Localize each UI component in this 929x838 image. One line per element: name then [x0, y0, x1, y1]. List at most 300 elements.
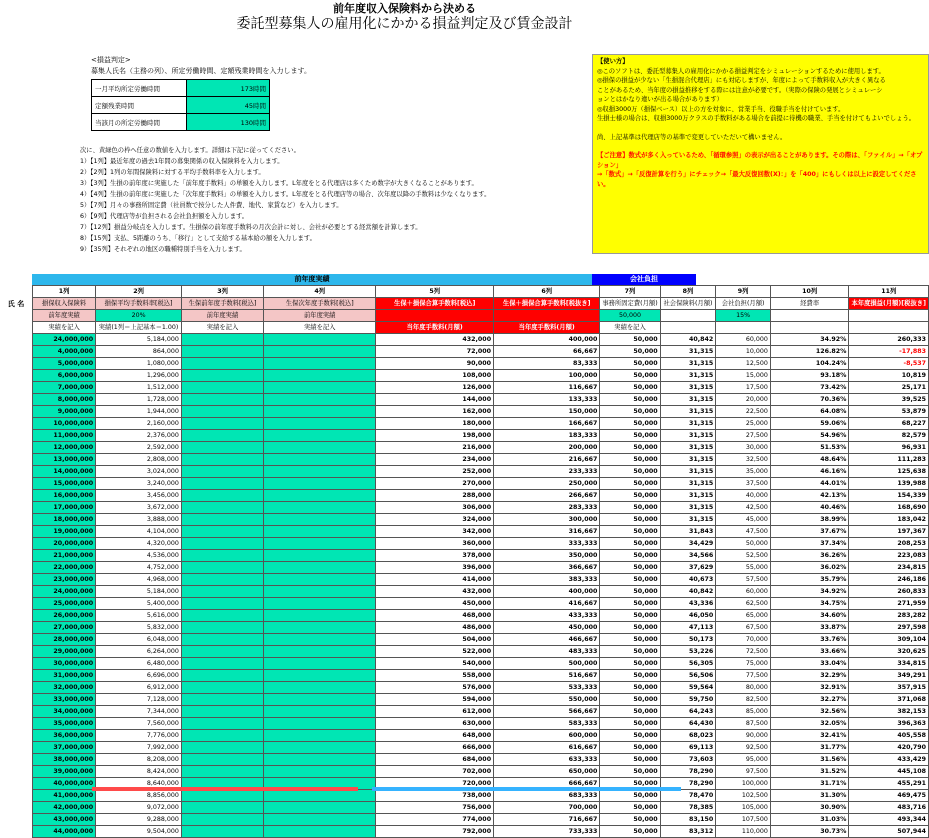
table-row-cell: 150,000	[494, 406, 600, 418]
table-row-cell[interactable]	[264, 718, 376, 730]
table-row-cell: 4,968,000	[96, 574, 182, 586]
table-row-cell: 50,000	[600, 538, 660, 550]
table-row-cell: 33.04%	[770, 658, 849, 670]
table-row-cell[interactable]: 13,000,000	[33, 454, 96, 466]
table-row	[33, 718, 929, 730]
table-row-cell: 4,752,000	[96, 562, 182, 574]
table-row-cell[interactable]	[264, 610, 376, 622]
column-subheader-row-cell	[770, 310, 849, 322]
table-row-cell: 50,000	[600, 742, 660, 754]
table-row-cell[interactable]: 44,000,000	[33, 826, 96, 838]
table-row-cell[interactable]: 19,000,000	[33, 526, 96, 538]
table-row-cell: 68,227	[849, 418, 929, 430]
instructions-list	[80, 145, 580, 255]
table-row-cell[interactable]	[181, 358, 263, 370]
table-row-cell[interactable]	[181, 406, 263, 418]
settings-row	[92, 80, 270, 97]
table-row-cell[interactable]: 20,000,000	[33, 538, 96, 550]
table-row-cell: 516,667	[494, 670, 600, 682]
table-row-cell: 50,000	[600, 598, 660, 610]
table-row	[33, 382, 929, 394]
table-row-cell: 297,598	[849, 622, 929, 634]
table-row-cell: 396,000	[376, 562, 494, 574]
table-row-cell[interactable]	[264, 586, 376, 598]
column-header-row-cell: 経費率	[770, 298, 849, 310]
table-row-cell: 533,333	[494, 682, 600, 694]
table-row-cell[interactable]	[264, 622, 376, 634]
table-row-cell: 5,184,000	[96, 334, 182, 346]
table-row-cell: 56,305	[660, 658, 716, 670]
instruction-line: 次に、黄緑色の枠へ任意の数値を入力します。詳細は下記に従ってください。	[80, 147, 300, 154]
table-row-cell[interactable]: 41,000,000	[33, 790, 96, 802]
column-number-row-cell: 5列	[376, 286, 494, 298]
table-row-cell: 50,000	[600, 454, 660, 466]
table-row-cell: 32.05%	[770, 718, 849, 730]
table-row-cell: 183,042	[849, 514, 929, 526]
table-row-cell: 31,315	[660, 478, 716, 490]
table-row-cell: -8,537	[849, 358, 929, 370]
table-row-cell[interactable]: 14,000,000	[33, 466, 96, 478]
instruction-line: 4）【4列】生損の前年度に実施した「次年度手数料」の単額を入力します。L年度をとる代理店等の場合、次年度以降の手数料は少なくなります。	[80, 191, 491, 198]
table-row-cell: 540,000	[376, 658, 494, 670]
table-row-cell[interactable]	[181, 742, 263, 754]
table-row-cell: 3,672,000	[96, 502, 182, 514]
column-number-row-cell: 11列	[849, 286, 929, 298]
table-row-cell: 5,400,000	[96, 598, 182, 610]
table-row-cell: 432,000	[376, 586, 494, 598]
table-row-cell[interactable]	[181, 454, 263, 466]
table-row-cell[interactable]	[181, 646, 263, 658]
table-row-cell: 683,333	[494, 790, 600, 802]
table-row-cell[interactable]	[181, 706, 263, 718]
table-row-cell: 9,072,000	[96, 802, 182, 814]
table-row-cell[interactable]	[264, 730, 376, 742]
table-row-cell: 25,000	[716, 418, 771, 430]
table-row-cell: 1,296,000	[96, 370, 182, 382]
table-row-cell[interactable]	[264, 574, 376, 586]
settings-note: 募集人氏名（主務の列）、所定労働時間、定額残業時間を入力します。	[91, 67, 311, 75]
table-row-cell: 108,000	[376, 370, 494, 382]
column-subheader-row-cell: 前年度実績	[33, 310, 96, 322]
table-row-cell[interactable]	[264, 706, 376, 718]
table-row-cell: 31,315	[660, 466, 716, 478]
table-row-cell[interactable]: 11,000,000	[33, 430, 96, 442]
table-row-cell: 271,959	[849, 598, 929, 610]
table-row-cell[interactable]	[181, 526, 263, 538]
table-row-cell: 82,579	[849, 430, 929, 442]
table-row-cell[interactable]	[264, 550, 376, 562]
table-row-cell[interactable]: 23,000,000	[33, 574, 96, 586]
table-row-cell: 31,315	[660, 514, 716, 526]
table-row-cell: 27,500	[716, 430, 771, 442]
table-row-cell[interactable]: 33,000,000	[33, 694, 96, 706]
table-row-cell[interactable]	[181, 382, 263, 394]
table-row-cell: 350,000	[494, 550, 600, 562]
table-row-cell[interactable]	[264, 454, 376, 466]
table-row-cell[interactable]: 25,000,000	[33, 598, 96, 610]
table-row-cell[interactable]	[264, 526, 376, 538]
table-row-cell[interactable]	[181, 814, 263, 826]
table-row-cell: 700,000	[494, 802, 600, 814]
table-row-cell: 36.02%	[770, 562, 849, 574]
settings-heading: <損益判定>	[91, 56, 131, 64]
table-row	[33, 502, 929, 514]
table-row-cell[interactable]	[264, 802, 376, 814]
table-row-cell: 600,000	[494, 730, 600, 742]
table-row-cell[interactable]: 7,000,000	[33, 382, 96, 394]
table-row-cell[interactable]: 29,000,000	[33, 646, 96, 658]
column-note-row-cell: 当年度手数料(月額)	[494, 322, 600, 334]
table-row-cell: 37.34%	[770, 538, 849, 550]
table-row-cell: 40,842	[660, 334, 716, 346]
table-row-cell[interactable]	[264, 418, 376, 430]
table-row-cell: 50,000	[600, 514, 660, 526]
table-row-cell: 126,000	[376, 382, 494, 394]
table-row-cell[interactable]	[264, 514, 376, 526]
table-row-cell[interactable]	[181, 370, 263, 382]
table-row-cell[interactable]	[181, 682, 263, 694]
table-row-cell[interactable]	[181, 790, 263, 802]
table-row-cell[interactable]: 8,000,000	[33, 394, 96, 406]
settings-value-input[interactable]: 45時間	[187, 97, 270, 114]
table-row-cell[interactable]	[264, 346, 376, 358]
table-row-cell: 126.82%	[770, 346, 849, 358]
table-row-cell: 33.87%	[770, 622, 849, 634]
table-row-cell: 31,315	[660, 502, 716, 514]
table-row-cell[interactable]: 31,000,000	[33, 670, 96, 682]
page-subtitle: 前年度収入保険料から決める	[333, 2, 476, 15]
table-row-cell: 102,500	[716, 790, 771, 802]
table-row-cell: 64,243	[660, 706, 716, 718]
table-row-cell: 50,000	[600, 370, 660, 382]
table-row-cell: 33.76%	[770, 634, 849, 646]
table-row-cell[interactable]: 24,000,000	[33, 586, 96, 598]
table-row-cell: 366,667	[494, 562, 600, 574]
table-row-cell[interactable]	[181, 430, 263, 442]
table-row-cell: 92,500	[716, 742, 771, 754]
instruction-line: 3）【3列】生損の前年度に実施した「前年度手数料」の単額を入力します。L年度をとる代理店は多くため数字が大きくなることがあります。	[80, 180, 478, 187]
table-row-cell: 507,944	[849, 826, 929, 838]
usage-lines	[597, 67, 924, 190]
table-row-cell[interactable]	[264, 742, 376, 754]
table-row-cell: 270,000	[376, 478, 494, 490]
name-column-header: 氏 名	[7, 300, 25, 308]
table-row-cell[interactable]	[264, 442, 376, 454]
table-row	[33, 490, 929, 502]
table-row-cell[interactable]	[264, 538, 376, 550]
table-row-cell: 648,000	[376, 730, 494, 742]
table-row-cell[interactable]	[264, 430, 376, 442]
table-row-cell[interactable]: 27,000,000	[33, 622, 96, 634]
table-row-cell[interactable]	[264, 478, 376, 490]
table-row-cell: 80,000	[716, 682, 771, 694]
table-row-cell[interactable]	[264, 382, 376, 394]
table-row-cell[interactable]	[181, 754, 263, 766]
table-row-cell: 738,000	[376, 790, 494, 802]
table-row-cell[interactable]	[264, 754, 376, 766]
table-row-cell[interactable]	[264, 694, 376, 706]
table-row-cell[interactable]	[181, 334, 263, 346]
table-row-cell: 3,456,000	[96, 490, 182, 502]
usage-line: ◎このソフトは、委託型募集人の雇用化にかかる損益判定をシミュレーションするために使用します。	[597, 67, 885, 75]
table-row-cell[interactable]: 9,000,000	[33, 406, 96, 418]
table-row-cell: 333,333	[494, 538, 600, 550]
table-row-cell: 309,104	[849, 634, 929, 646]
table-row-cell: 47,500	[716, 526, 771, 538]
table-row-cell[interactable]: 5,000,000	[33, 358, 96, 370]
table-row-cell[interactable]	[181, 802, 263, 814]
table-row-cell: 96,931	[849, 442, 929, 454]
page-title: 委託型募集人の雇用化にかかる損益判定及び賃金設計	[236, 16, 573, 32]
table-row	[33, 670, 929, 682]
table-row-cell: 50,000	[600, 670, 660, 682]
table-row-cell: 8,856,000	[96, 790, 182, 802]
table-row-cell: 6,912,000	[96, 682, 182, 694]
table-row-cell[interactable]: 42,000,000	[33, 802, 96, 814]
settings-value-input[interactable]: 130時間	[187, 114, 270, 131]
table-row-cell: -17,883	[849, 346, 929, 358]
table-row-cell[interactable]	[181, 346, 263, 358]
column-header-row-cell: 社会保険料(月額)	[660, 298, 716, 310]
table-row-cell[interactable]: 28,000,000	[33, 634, 96, 646]
table-row-cell[interactable]	[181, 442, 263, 454]
column-note-row-cell	[770, 322, 849, 334]
settings-row	[92, 114, 270, 131]
settings-panel	[91, 55, 341, 131]
table-row-cell[interactable]	[181, 718, 263, 730]
table-row-cell[interactable]	[181, 622, 263, 634]
table-row-cell[interactable]	[181, 562, 263, 574]
table-row-cell: 3,024,000	[96, 466, 182, 478]
table-row-cell: 31,315	[660, 490, 716, 502]
table-row-cell: 208,253	[849, 538, 929, 550]
table-row-cell[interactable]	[181, 550, 263, 562]
table-row-cell[interactable]: 40,000,000	[33, 778, 96, 790]
table-row-cell[interactable]: 17,000,000	[33, 502, 96, 514]
usage-line: →「数式」→「反復計算を行う」にチェック→「最大反復回数(X)：」を「400」にもしくは以上に設定してください。	[597, 171, 917, 188]
table-row-cell[interactable]	[264, 634, 376, 646]
table-row	[33, 574, 929, 586]
table-row-cell[interactable]: 36,000,000	[33, 730, 96, 742]
table-row-cell[interactable]: 26,000,000	[33, 610, 96, 622]
usage-line: ◎損保の損益が少ない「生損混合代理店」にも対応しますが、年度によって手数料収入が大きく異なる	[597, 77, 886, 84]
column-subheader-row-cell[interactable]: 20%	[96, 310, 182, 322]
table-row-cell: 67,500	[716, 622, 771, 634]
table-row-cell[interactable]	[264, 334, 376, 346]
table-row-cell: 260,833	[849, 586, 929, 598]
table-row-cell: 116,667	[494, 382, 600, 394]
column-header-row-cell: 事務所固定費(月額)	[600, 298, 660, 310]
table-row-cell: 17,500	[716, 382, 771, 394]
table-row-cell[interactable]	[264, 502, 376, 514]
table-row-cell[interactable]	[264, 670, 376, 682]
column-number-row-cell: 4列	[264, 286, 376, 298]
table-row-cell: 7,560,000	[96, 718, 182, 730]
table-row-cell[interactable]	[264, 358, 376, 370]
table-row-cell: 56,506	[660, 670, 716, 682]
table-row-cell: 55,000	[716, 562, 771, 574]
table-row-cell[interactable]	[181, 394, 263, 406]
table-row-cell[interactable]	[264, 562, 376, 574]
table-row-cell[interactable]	[181, 658, 263, 670]
table-row-cell: 357,915	[849, 682, 929, 694]
band-company-cost: 会社負担	[592, 274, 696, 285]
table-row-cell[interactable]	[264, 814, 376, 826]
table-row-cell[interactable]: 15,000,000	[33, 478, 96, 490]
table-row-cell: 50,000	[600, 610, 660, 622]
table-row-cell: 39,525	[849, 394, 929, 406]
settings-value-input[interactable]: 173時間	[187, 80, 270, 97]
table-row-cell: 166,667	[494, 418, 600, 430]
table-row-cell[interactable]: 12,000,000	[33, 442, 96, 454]
table-row-cell: 1,944,000	[96, 406, 182, 418]
table-row-cell: 7,128,000	[96, 694, 182, 706]
table-row-cell[interactable]	[264, 490, 376, 502]
table-row-cell[interactable]: 37,000,000	[33, 742, 96, 754]
table-row-cell: 756,000	[376, 802, 494, 814]
table-row-cell[interactable]: 24,000,000	[33, 334, 96, 346]
table-row-cell[interactable]: 16,000,000	[33, 490, 96, 502]
table-row-cell: 31.71%	[770, 778, 849, 790]
table-row-cell[interactable]: 6,000,000	[33, 370, 96, 382]
column-header-row-cell: 生保＋損保合算手数料[税込]	[376, 298, 494, 310]
table-row-cell[interactable]	[264, 766, 376, 778]
table-row-cell[interactable]: 18,000,000	[33, 514, 96, 526]
table-row-cell: 4,104,000	[96, 526, 182, 538]
table-row-cell: 78,290	[660, 766, 716, 778]
usage-title: 【使い方】	[597, 58, 629, 65]
table-row-cell: 420,790	[849, 742, 929, 754]
column-subheader-row-cell[interactable]: 15%	[716, 310, 771, 322]
table-row-cell[interactable]	[181, 598, 263, 610]
table-row-cell: 50,000	[600, 382, 660, 394]
table-row-cell: 234,000	[376, 454, 494, 466]
table-row-cell: 558,000	[376, 670, 494, 682]
table-row-cell[interactable]: 4,000,000	[33, 346, 96, 358]
table-row-cell: 594,000	[376, 694, 494, 706]
table-row-cell: 73.42%	[770, 382, 849, 394]
table-row-cell[interactable]	[264, 406, 376, 418]
table-row-cell: 50,000	[600, 586, 660, 598]
table-row-cell[interactable]	[264, 370, 376, 382]
table-row-cell: 10,000	[716, 346, 771, 358]
table-row-cell[interactable]: 10,000,000	[33, 418, 96, 430]
table-row-cell[interactable]: 43,000,000	[33, 814, 96, 826]
table-row-cell: 139,988	[849, 478, 929, 490]
table-row-cell: 50,000	[600, 766, 660, 778]
table-row-cell[interactable]	[264, 598, 376, 610]
table-row-cell: 90,000	[716, 730, 771, 742]
table-row	[33, 754, 929, 766]
table-row-cell[interactable]	[181, 538, 263, 550]
table-row	[33, 406, 929, 418]
column-subheader-row-cell[interactable]: 50,000	[600, 310, 660, 322]
table-row-cell[interactable]	[264, 646, 376, 658]
sheet-scroll-bar-left[interactable]	[92, 787, 358, 791]
table-row-cell[interactable]	[181, 502, 263, 514]
table-row-cell: 54.96%	[770, 430, 849, 442]
table-row-cell[interactable]	[181, 586, 263, 598]
sheet-scroll-bar-right[interactable]	[372, 787, 681, 791]
usage-box	[592, 54, 929, 254]
table-row-cell: 576,000	[376, 682, 494, 694]
table-row-cell: 53,879	[849, 406, 929, 418]
table-row-cell[interactable]	[181, 670, 263, 682]
table-row-cell: 4,536,000	[96, 550, 182, 562]
table-row-cell: 50,000	[600, 394, 660, 406]
table-row-cell: 583,333	[494, 718, 600, 730]
table-row-cell[interactable]: 35,000,000	[33, 718, 96, 730]
instruction-line: 7）【12列】損益分岐点を入力します。生損保の前年度手数料の月次会計に対し、会社が必要とする経営額を計算します。	[80, 224, 422, 231]
table-row-cell: 50,000	[600, 526, 660, 538]
table-row-cell[interactable]	[181, 514, 263, 526]
table-row-cell[interactable]: 22,000,000	[33, 562, 96, 574]
instruction-line: 6）【9列】代理店等が負担される会社負担額を入力します。	[80, 213, 249, 220]
table-row-cell: 283,333	[494, 502, 600, 514]
table-row-cell: 31,843	[660, 526, 716, 538]
table-row-cell: 50,000	[600, 346, 660, 358]
table-row-cell[interactable]	[181, 466, 263, 478]
table-row-cell[interactable]	[264, 790, 376, 802]
table-row-cell: 864,000	[96, 346, 182, 358]
table-row-cell: 72,000	[376, 346, 494, 358]
column-header-row-cell: 本年度損益(月額)[税抜き]	[849, 298, 929, 310]
table-row-cell[interactable]	[181, 766, 263, 778]
table-row-cell[interactable]	[264, 658, 376, 670]
table-row	[33, 682, 929, 694]
column-note-row-cell	[849, 322, 929, 334]
table-row-cell: 792,000	[376, 826, 494, 838]
table-row-cell[interactable]: 39,000,000	[33, 766, 96, 778]
table-row-cell: 70.36%	[770, 394, 849, 406]
table-row-cell[interactable]	[181, 490, 263, 502]
table-row-cell[interactable]	[181, 694, 263, 706]
table-row-cell[interactable]	[181, 610, 263, 622]
settings-table	[91, 79, 270, 131]
table-row-cell[interactable]	[264, 394, 376, 406]
column-number-row-cell: 1列	[33, 286, 96, 298]
table-row-cell: 85,000	[716, 706, 771, 718]
table-row-cell[interactable]	[264, 466, 376, 478]
table-row-cell[interactable]	[264, 826, 376, 838]
table-row-cell[interactable]	[181, 634, 263, 646]
column-header-row-cell: 生保前年度手数料[税込]	[181, 298, 263, 310]
table-row-cell[interactable]: 32,000,000	[33, 682, 96, 694]
usage-line: ◎収損3000万（損保ベース）以上の方を対象に、営業手当、役職手当を付けています。	[597, 105, 845, 113]
table-row-cell[interactable]	[181, 478, 263, 490]
table-row-cell[interactable]: 30,000,000	[33, 658, 96, 670]
settings-label: 当該月の所定労働時間	[92, 114, 187, 131]
table-row-cell: 83,150	[660, 814, 716, 826]
table-row-cell: 83,333	[494, 358, 600, 370]
table-row-cell[interactable]	[181, 418, 263, 430]
table-row-cell[interactable]: 21,000,000	[33, 550, 96, 562]
table-row-cell: 70,000	[716, 634, 771, 646]
table-row-cell: 233,333	[494, 466, 600, 478]
table-row-cell: 111,283	[849, 454, 929, 466]
table-row-cell: 50,000	[600, 826, 660, 838]
table-row-cell[interactable]	[181, 826, 263, 838]
table-row-cell: 334,815	[849, 658, 929, 670]
table-row-cell: 50,000	[600, 646, 660, 658]
table-row-cell: 300,000	[494, 514, 600, 526]
table-row-cell[interactable]	[181, 574, 263, 586]
table-row-cell[interactable]	[264, 682, 376, 694]
table-row-cell[interactable]: 34,000,000	[33, 706, 96, 718]
table-row-cell[interactable]	[181, 730, 263, 742]
table-row-cell[interactable]: 38,000,000	[33, 754, 96, 766]
table-row-cell: 5,832,000	[96, 622, 182, 634]
